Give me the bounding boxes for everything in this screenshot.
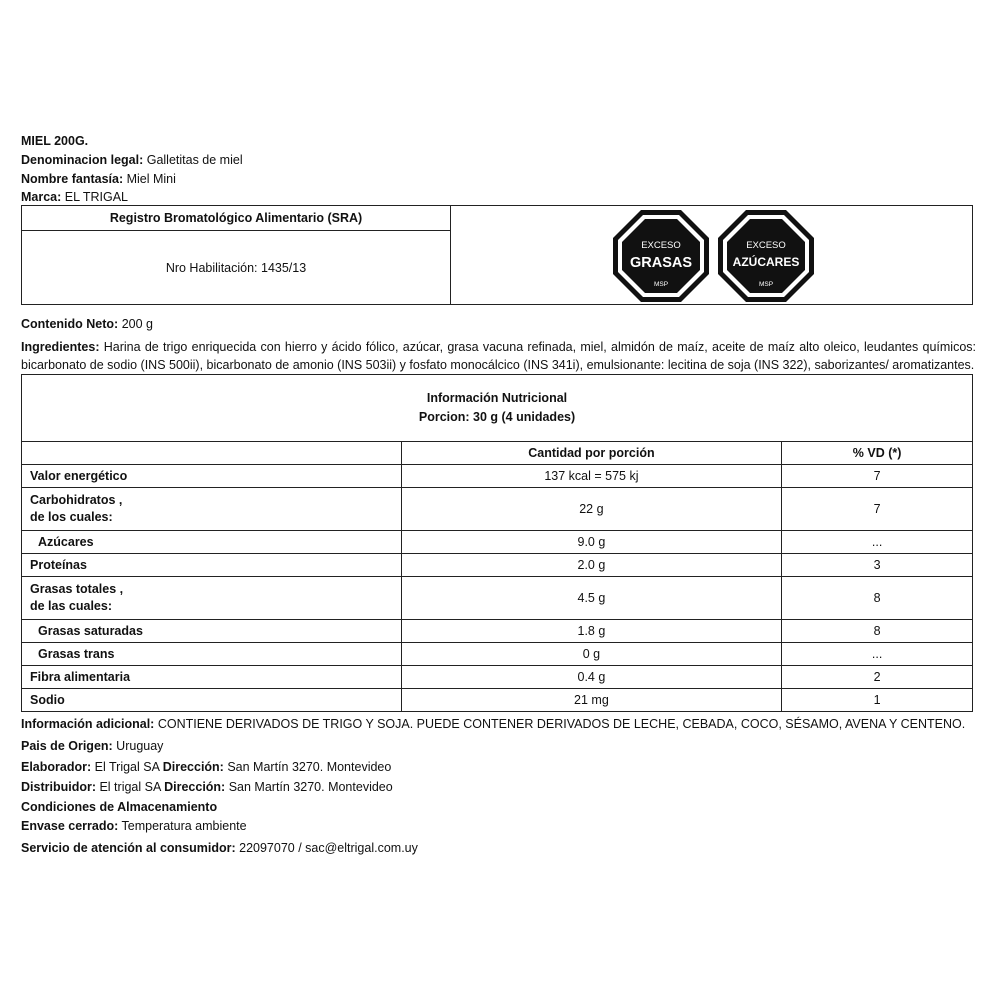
registro-panel	[22, 206, 451, 304]
ingredientes-text	[21, 338, 976, 374]
elaborador-line	[21, 759, 391, 775]
origen-value: Uruguay	[112, 739, 164, 753]
row-cantidad: 137 kcal = 575 kj	[401, 465, 782, 488]
row-vd: 3	[782, 554, 973, 577]
seal-grasas-top: EXCESO	[641, 240, 681, 251]
row-vd: 1	[782, 689, 973, 712]
ingredientes-label: Ingredientes:	[21, 340, 100, 354]
row-name: Sodio	[22, 689, 402, 712]
row-cantidad: 4.5 g	[401, 577, 782, 620]
row-vd: 7	[782, 465, 973, 488]
row-name: Grasas trans	[22, 643, 402, 666]
exceso-azucares-seal	[716, 208, 816, 304]
marca-value: EL TRIGAL	[61, 190, 128, 204]
fantasia-line	[21, 170, 176, 188]
envase-line	[21, 818, 247, 834]
nutrition-column-headers	[22, 442, 973, 465]
table-row	[22, 689, 973, 712]
distribuidor-dir-label: Dirección:	[164, 780, 226, 794]
row-name-line2: de los cuales:	[30, 510, 113, 524]
table-row	[22, 643, 973, 666]
denominacion-label: Denominacion legal:	[21, 153, 144, 167]
elaborador-label: Elaborador:	[21, 760, 92, 774]
table-row	[22, 465, 973, 488]
row-cantidad: 0 g	[401, 643, 782, 666]
row-name: Valor energético	[22, 465, 402, 488]
registro-value: Nro Habilitación: 1435/13	[165, 261, 307, 275]
row-name-line1: Carbohidratos ,	[30, 493, 123, 507]
marca-label: Marca:	[21, 190, 62, 204]
marca-line	[21, 188, 128, 206]
row-name	[22, 488, 402, 531]
seal-grasas-msp: MSP	[653, 281, 669, 288]
row-vd: ...	[782, 531, 973, 554]
adicional-label: Información adicional:	[21, 717, 155, 731]
row-cantidad: 22 g	[401, 488, 782, 531]
row-name-line1: Grasas totales ,	[30, 582, 124, 596]
col-cantidad: Cantidad por porción	[401, 442, 782, 465]
condiciones-heading: Condiciones de Almacenamiento	[21, 800, 218, 814]
row-cantidad: 21 mg	[401, 689, 782, 712]
row-cantidad: 0.4 g	[401, 666, 782, 689]
row-vd: 8	[782, 577, 973, 620]
registro-title: Registro Bromatológico Alimentario (SRA)	[22, 206, 450, 231]
exceso-grasas-seal	[611, 208, 711, 304]
col-nutriente	[22, 442, 402, 465]
fantasia-value: Miel Mini	[123, 172, 176, 186]
row-vd: 7	[782, 488, 973, 531]
servicio-label: Servicio de atención al consumidor:	[21, 841, 236, 855]
servicio-value: 22097070 / sac@eltrigal.com.uy	[235, 841, 418, 855]
fantasia-label: Nombre fantasía:	[21, 172, 124, 186]
seal-azucares-top: EXCESO	[746, 240, 786, 251]
row-name: Proteínas	[22, 554, 402, 577]
row-cantidad: 9.0 g	[401, 531, 782, 554]
origen-line	[21, 738, 163, 754]
envase-label: Envase cerrado:	[21, 819, 119, 833]
origen-label: Pais de Origen:	[21, 739, 113, 753]
col-vd: % VD (*)	[782, 442, 973, 465]
table-row	[22, 488, 973, 531]
row-vd: ...	[782, 643, 973, 666]
distribuidor-line	[21, 779, 393, 795]
contenido-value: 200 g	[118, 317, 153, 331]
contenido-line	[21, 316, 153, 332]
nutrition-header-row	[22, 375, 973, 442]
nutrition-title: Información Nutricional	[426, 391, 568, 405]
adicional-value: CONTIENE DERIVADOS DE TRIGO Y SOJA. PUEDE CONTENER DERIVADOS DE LECHE, CEBADA, COCO, SÉSAMO, AVENA Y CENTENO.	[154, 717, 966, 731]
row-name-line2: de las cuales:	[30, 599, 112, 613]
row-name: Fibra alimentaria	[22, 666, 402, 689]
product-title: MIEL 200G.	[21, 134, 89, 148]
seal-azucares-main: AZÚCARES	[732, 255, 800, 269]
row-name	[22, 577, 402, 620]
seal-azucares-msp: MSP	[758, 281, 774, 288]
table-row	[22, 531, 973, 554]
row-vd: 8	[782, 620, 973, 643]
distribuidor-label: Distribuidor:	[21, 780, 96, 794]
envase-value: Temperatura ambiente	[118, 819, 247, 833]
table-row	[22, 577, 973, 620]
row-cantidad: 2.0 g	[401, 554, 782, 577]
servicio-line	[21, 840, 418, 856]
nutrition-table	[21, 374, 973, 712]
table-row	[22, 554, 973, 577]
table-row	[22, 620, 973, 643]
row-name: Grasas saturadas	[22, 620, 402, 643]
distribuidor-dir-value: San Martín 3270. Montevideo	[225, 780, 393, 794]
elaborador-value: El Trigal SA	[91, 760, 163, 774]
denominacion-value: Galletitas de miel	[143, 153, 243, 167]
table-row	[22, 666, 973, 689]
registro-box	[21, 205, 973, 305]
seal-grasas-main: GRASAS	[629, 255, 693, 271]
row-vd: 2	[782, 666, 973, 689]
row-cantidad: 1.8 g	[401, 620, 782, 643]
contenido-label: Contenido Neto:	[21, 317, 119, 331]
ingredientes-value: Harina de trigo enriquecida con hierro y ácido fólico, azúcar, grasa vacuna refinada, miel, almidón de maíz, aceite de maíz alto oleico, leudantes químicos: bicarbonato de sodio (INS 500ii), bicarbonato de amonio (INS 503ii) y fosfato monocálcico (INS 341i), emulsionante: lecitina de soja (INS 322), saborizantes/ aromatizantes.	[21, 340, 976, 372]
nutrition-header	[22, 375, 973, 442]
elaborador-dir-label: Dirección:	[162, 760, 224, 774]
distribuidor-value: El trigal SA	[96, 780, 165, 794]
row-name: Azúcares	[22, 531, 402, 554]
nutrition-porcion: Porcion: 30 g (4 unidades)	[418, 410, 576, 424]
denominacion-line	[21, 151, 243, 169]
elaborador-dir-value: San Martín 3270. Montevideo	[223, 760, 392, 774]
adicional-line	[21, 716, 965, 732]
